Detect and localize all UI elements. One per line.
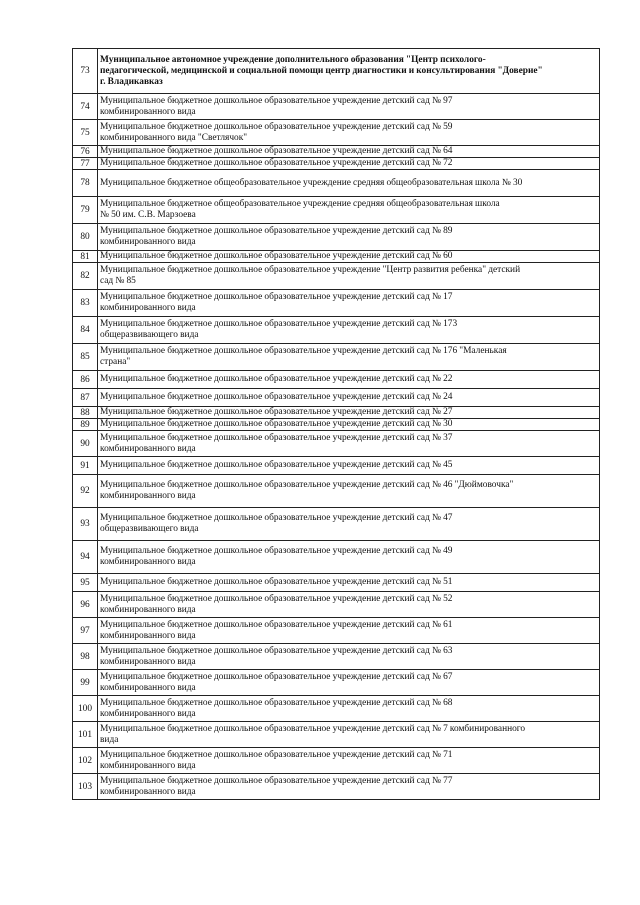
row-number: 87 bbox=[73, 389, 98, 407]
institutions-table bbox=[72, 48, 600, 800]
table-row bbox=[73, 475, 600, 508]
institution-name-line: Муниципальное автономное учреждение дополнительного образования "Центр психолого- bbox=[100, 54, 486, 65]
table-row bbox=[73, 170, 600, 197]
institution-name bbox=[98, 146, 600, 158]
row-number: 73 bbox=[73, 49, 98, 94]
institution-name-line: Муниципальное бюджетное дошкольное образовательное учреждение детский сад № 89 bbox=[100, 226, 453, 236]
row-number: 91 bbox=[73, 457, 98, 475]
institution-name-line: Муниципальное бюджетное общеобразовательное учреждение средняя общеобразовательная школа № 30 bbox=[100, 177, 523, 188]
institution-name bbox=[98, 290, 600, 317]
institution-name-line: педагогической, медицинской и социальной помощи центр диагностики и консультирования "Доверие" bbox=[100, 65, 543, 76]
institution-name-line: Муниципальное бюджетное дошкольное образовательное учреждение детский сад № 60 bbox=[100, 251, 453, 261]
institution-name-line: г. Владикавказ bbox=[100, 76, 163, 87]
institution-name-line: комбинированного вида bbox=[100, 760, 196, 771]
row-number: 102 bbox=[73, 748, 98, 774]
table-row bbox=[73, 419, 600, 431]
institution-name-line: комбинированного вида bbox=[100, 303, 196, 313]
table-row bbox=[73, 317, 600, 344]
table-row bbox=[73, 748, 600, 774]
institution-name-line: комбинированного вида bbox=[100, 604, 196, 615]
institution-name-line: Муниципальное бюджетное дошкольное образовательное учреждение детский сад № 97 bbox=[100, 95, 453, 106]
institution-name-line: Муниципальное бюджетное дошкольное образовательное учреждение детский сад № 22 bbox=[100, 374, 453, 384]
document-page bbox=[72, 48, 600, 800]
institution-name bbox=[98, 94, 600, 120]
row-number: 92 bbox=[73, 475, 98, 508]
institution-name-line: комбинированного вида bbox=[100, 237, 196, 247]
institution-name bbox=[98, 644, 600, 670]
institution-name bbox=[98, 197, 600, 224]
institution-name bbox=[98, 457, 600, 475]
institution-name-line: комбинированного вида bbox=[100, 557, 196, 567]
institution-name-line: страна" bbox=[100, 357, 131, 367]
institution-name-line: Муниципальное бюджетное дошкольное образовательное учреждение "Центр развития ребенка" детский bbox=[100, 265, 521, 275]
row-number: 96 bbox=[73, 592, 98, 618]
table-row bbox=[73, 263, 600, 290]
row-number: 78 bbox=[73, 170, 98, 197]
row-number: 94 bbox=[73, 541, 98, 574]
row-number: 81 bbox=[73, 251, 98, 263]
table-row bbox=[73, 49, 600, 94]
table-row bbox=[73, 618, 600, 644]
institution-name-line: Муниципальное бюджетное дошкольное образовательное учреждение детский сад № 30 bbox=[100, 419, 453, 429]
table-row bbox=[73, 457, 600, 475]
row-number: 77 bbox=[73, 158, 98, 170]
institution-name-line: Муниципальное бюджетное дошкольное образовательное учреждение детский сад № 59 bbox=[100, 121, 453, 132]
row-number: 101 bbox=[73, 722, 98, 748]
institution-name bbox=[98, 170, 600, 197]
table-row bbox=[73, 574, 600, 592]
institution-name bbox=[98, 407, 600, 419]
institution-name-line: комбинированного вида bbox=[100, 491, 196, 501]
institution-name bbox=[98, 158, 600, 170]
institution-name-line: комбинированного вида "Светлячок" bbox=[100, 132, 248, 143]
institution-name bbox=[98, 224, 600, 251]
institution-name-line: Муниципальное бюджетное дошкольное образовательное учреждение детский сад № 67 bbox=[100, 671, 453, 682]
row-number: 100 bbox=[73, 696, 98, 722]
institution-name-line: Муниципальное бюджетное дошкольное образовательное учреждение детский сад № 46 "Дюймовочка" bbox=[100, 480, 514, 490]
institution-name bbox=[98, 696, 600, 722]
institution-name-line: Муниципальное бюджетное дошкольное образовательное учреждение детский сад № 37 bbox=[100, 432, 453, 443]
institution-name bbox=[98, 431, 600, 457]
table-row bbox=[73, 290, 600, 317]
table-row bbox=[73, 158, 600, 170]
institution-name bbox=[98, 722, 600, 748]
row-number: 98 bbox=[73, 644, 98, 670]
institution-name bbox=[98, 475, 600, 508]
row-number: 76 bbox=[73, 146, 98, 158]
row-number: 84 bbox=[73, 317, 98, 344]
institution-name-line: Муниципальное бюджетное дошкольное образовательное учреждение детский сад № 17 bbox=[100, 292, 453, 302]
institution-name-line: Муниципальное бюджетное дошкольное образовательное учреждение детский сад № 64 bbox=[100, 146, 453, 156]
table-row bbox=[73, 722, 600, 748]
institution-name-line: Муниципальное бюджетное дошкольное образовательное учреждение детский сад № 71 bbox=[100, 749, 453, 760]
institution-name-line: Муниципальное бюджетное дошкольное образовательное учреждение детский сад № 24 bbox=[100, 392, 453, 402]
institution-name bbox=[98, 344, 600, 371]
row-number: 85 bbox=[73, 344, 98, 371]
row-number: 74 bbox=[73, 94, 98, 120]
institution-name-line: Муниципальное бюджетное общеобразовательное учреждение средняя общеобразовательная школа bbox=[100, 199, 500, 209]
institution-name bbox=[98, 574, 600, 592]
table-row bbox=[73, 774, 600, 800]
institution-name bbox=[98, 49, 600, 94]
row-number: 103 bbox=[73, 774, 98, 800]
institution-name-line: Муниципальное бюджетное дошкольное образовательное учреждение детский сад № 63 bbox=[100, 645, 453, 656]
row-number: 75 bbox=[73, 120, 98, 146]
table-row bbox=[73, 197, 600, 224]
institution-name bbox=[98, 389, 600, 407]
institution-name bbox=[98, 317, 600, 344]
institution-name bbox=[98, 251, 600, 263]
row-number: 79 bbox=[73, 197, 98, 224]
institution-name-line: комбинированного вида bbox=[100, 708, 196, 719]
row-number: 86 bbox=[73, 371, 98, 389]
institution-name-line: Муниципальное бюджетное дошкольное образовательное учреждение детский сад № 68 bbox=[100, 697, 453, 708]
institution-name-line: Муниципальное бюджетное дошкольное образовательное учреждение детский сад № 27 bbox=[100, 407, 453, 417]
institution-name-line: Муниципальное бюджетное дошкольное образовательное учреждение детский сад № 45 bbox=[100, 460, 453, 470]
table-row bbox=[73, 431, 600, 457]
institution-name bbox=[98, 419, 600, 431]
institution-name-line: № 50 им. С.В. Марзоева bbox=[100, 210, 196, 220]
institution-name bbox=[98, 670, 600, 696]
institution-name-line: комбинированного вида bbox=[100, 682, 196, 693]
table-row bbox=[73, 696, 600, 722]
row-number: 93 bbox=[73, 508, 98, 541]
institution-name bbox=[98, 618, 600, 644]
institution-name bbox=[98, 748, 600, 774]
institution-name-line: Муниципальное бюджетное дошкольное образовательное учреждение детский сад № 49 bbox=[100, 546, 453, 556]
institution-name-line: Муниципальное бюджетное дошкольное образовательное учреждение детский сад № 72 bbox=[100, 158, 453, 168]
table-row bbox=[73, 508, 600, 541]
table-row bbox=[73, 670, 600, 696]
row-number: 89 bbox=[73, 419, 98, 431]
row-number: 95 bbox=[73, 574, 98, 592]
institution-name bbox=[98, 541, 600, 574]
institution-name-line: Муниципальное бюджетное дошкольное образовательное учреждение детский сад № 7 комбинированного bbox=[100, 723, 526, 734]
row-number: 90 bbox=[73, 431, 98, 457]
institution-name bbox=[98, 592, 600, 618]
table-row bbox=[73, 146, 600, 158]
institution-name-line: вида bbox=[100, 734, 119, 745]
institution-name-line: комбинированного вида bbox=[100, 106, 196, 117]
table-row bbox=[73, 541, 600, 574]
institution-name-line: Муниципальное бюджетное дошкольное образовательное учреждение детский сад № 173 bbox=[100, 319, 458, 329]
table-row bbox=[73, 644, 600, 670]
table-row bbox=[73, 371, 600, 389]
institution-name-line: Муниципальное бюджетное дошкольное образовательное учреждение детский сад № 51 bbox=[100, 577, 453, 587]
institution-name-line: Муниципальное бюджетное дошкольное образовательное учреждение детский сад № 52 bbox=[100, 593, 453, 604]
row-number: 99 bbox=[73, 670, 98, 696]
institution-name-line: общеразвивающего вида bbox=[100, 524, 199, 534]
institution-name bbox=[98, 371, 600, 389]
table-row bbox=[73, 389, 600, 407]
row-number: 97 bbox=[73, 618, 98, 644]
institution-name-line: Муниципальное бюджетное дошкольное образовательное учреждение детский сад № 77 bbox=[100, 775, 453, 786]
institution-name-line: комбинированного вида bbox=[100, 656, 196, 667]
row-number: 83 bbox=[73, 290, 98, 317]
institution-name-line: общеразвивающего вида bbox=[100, 330, 199, 340]
table-row bbox=[73, 120, 600, 146]
row-number: 88 bbox=[73, 407, 98, 419]
institution-name bbox=[98, 120, 600, 146]
row-number: 80 bbox=[73, 224, 98, 251]
table-row bbox=[73, 224, 600, 251]
institution-name bbox=[98, 263, 600, 290]
institution-name-line: сад № 85 bbox=[100, 276, 136, 286]
institution-name-line: комбинированного вида bbox=[100, 443, 196, 454]
institution-name bbox=[98, 508, 600, 541]
table-body bbox=[73, 49, 600, 800]
institution-name-line: комбинированного вида bbox=[100, 630, 196, 641]
table-row bbox=[73, 592, 600, 618]
institution-name-line: Муниципальное бюджетное дошкольное образовательное учреждение детский сад № 47 bbox=[100, 513, 453, 523]
institution-name bbox=[98, 774, 600, 800]
table-row bbox=[73, 407, 600, 419]
table-row bbox=[73, 251, 600, 263]
institution-name-line: комбинированного вида bbox=[100, 786, 196, 797]
table-row bbox=[73, 344, 600, 371]
institution-name-line: Муниципальное бюджетное дошкольное образовательное учреждение детский сад № 176 "Маленькая bbox=[100, 346, 507, 356]
institution-name-line: Муниципальное бюджетное дошкольное образовательное учреждение детский сад № 61 bbox=[100, 619, 453, 630]
table-row bbox=[73, 94, 600, 120]
row-number: 82 bbox=[73, 263, 98, 290]
